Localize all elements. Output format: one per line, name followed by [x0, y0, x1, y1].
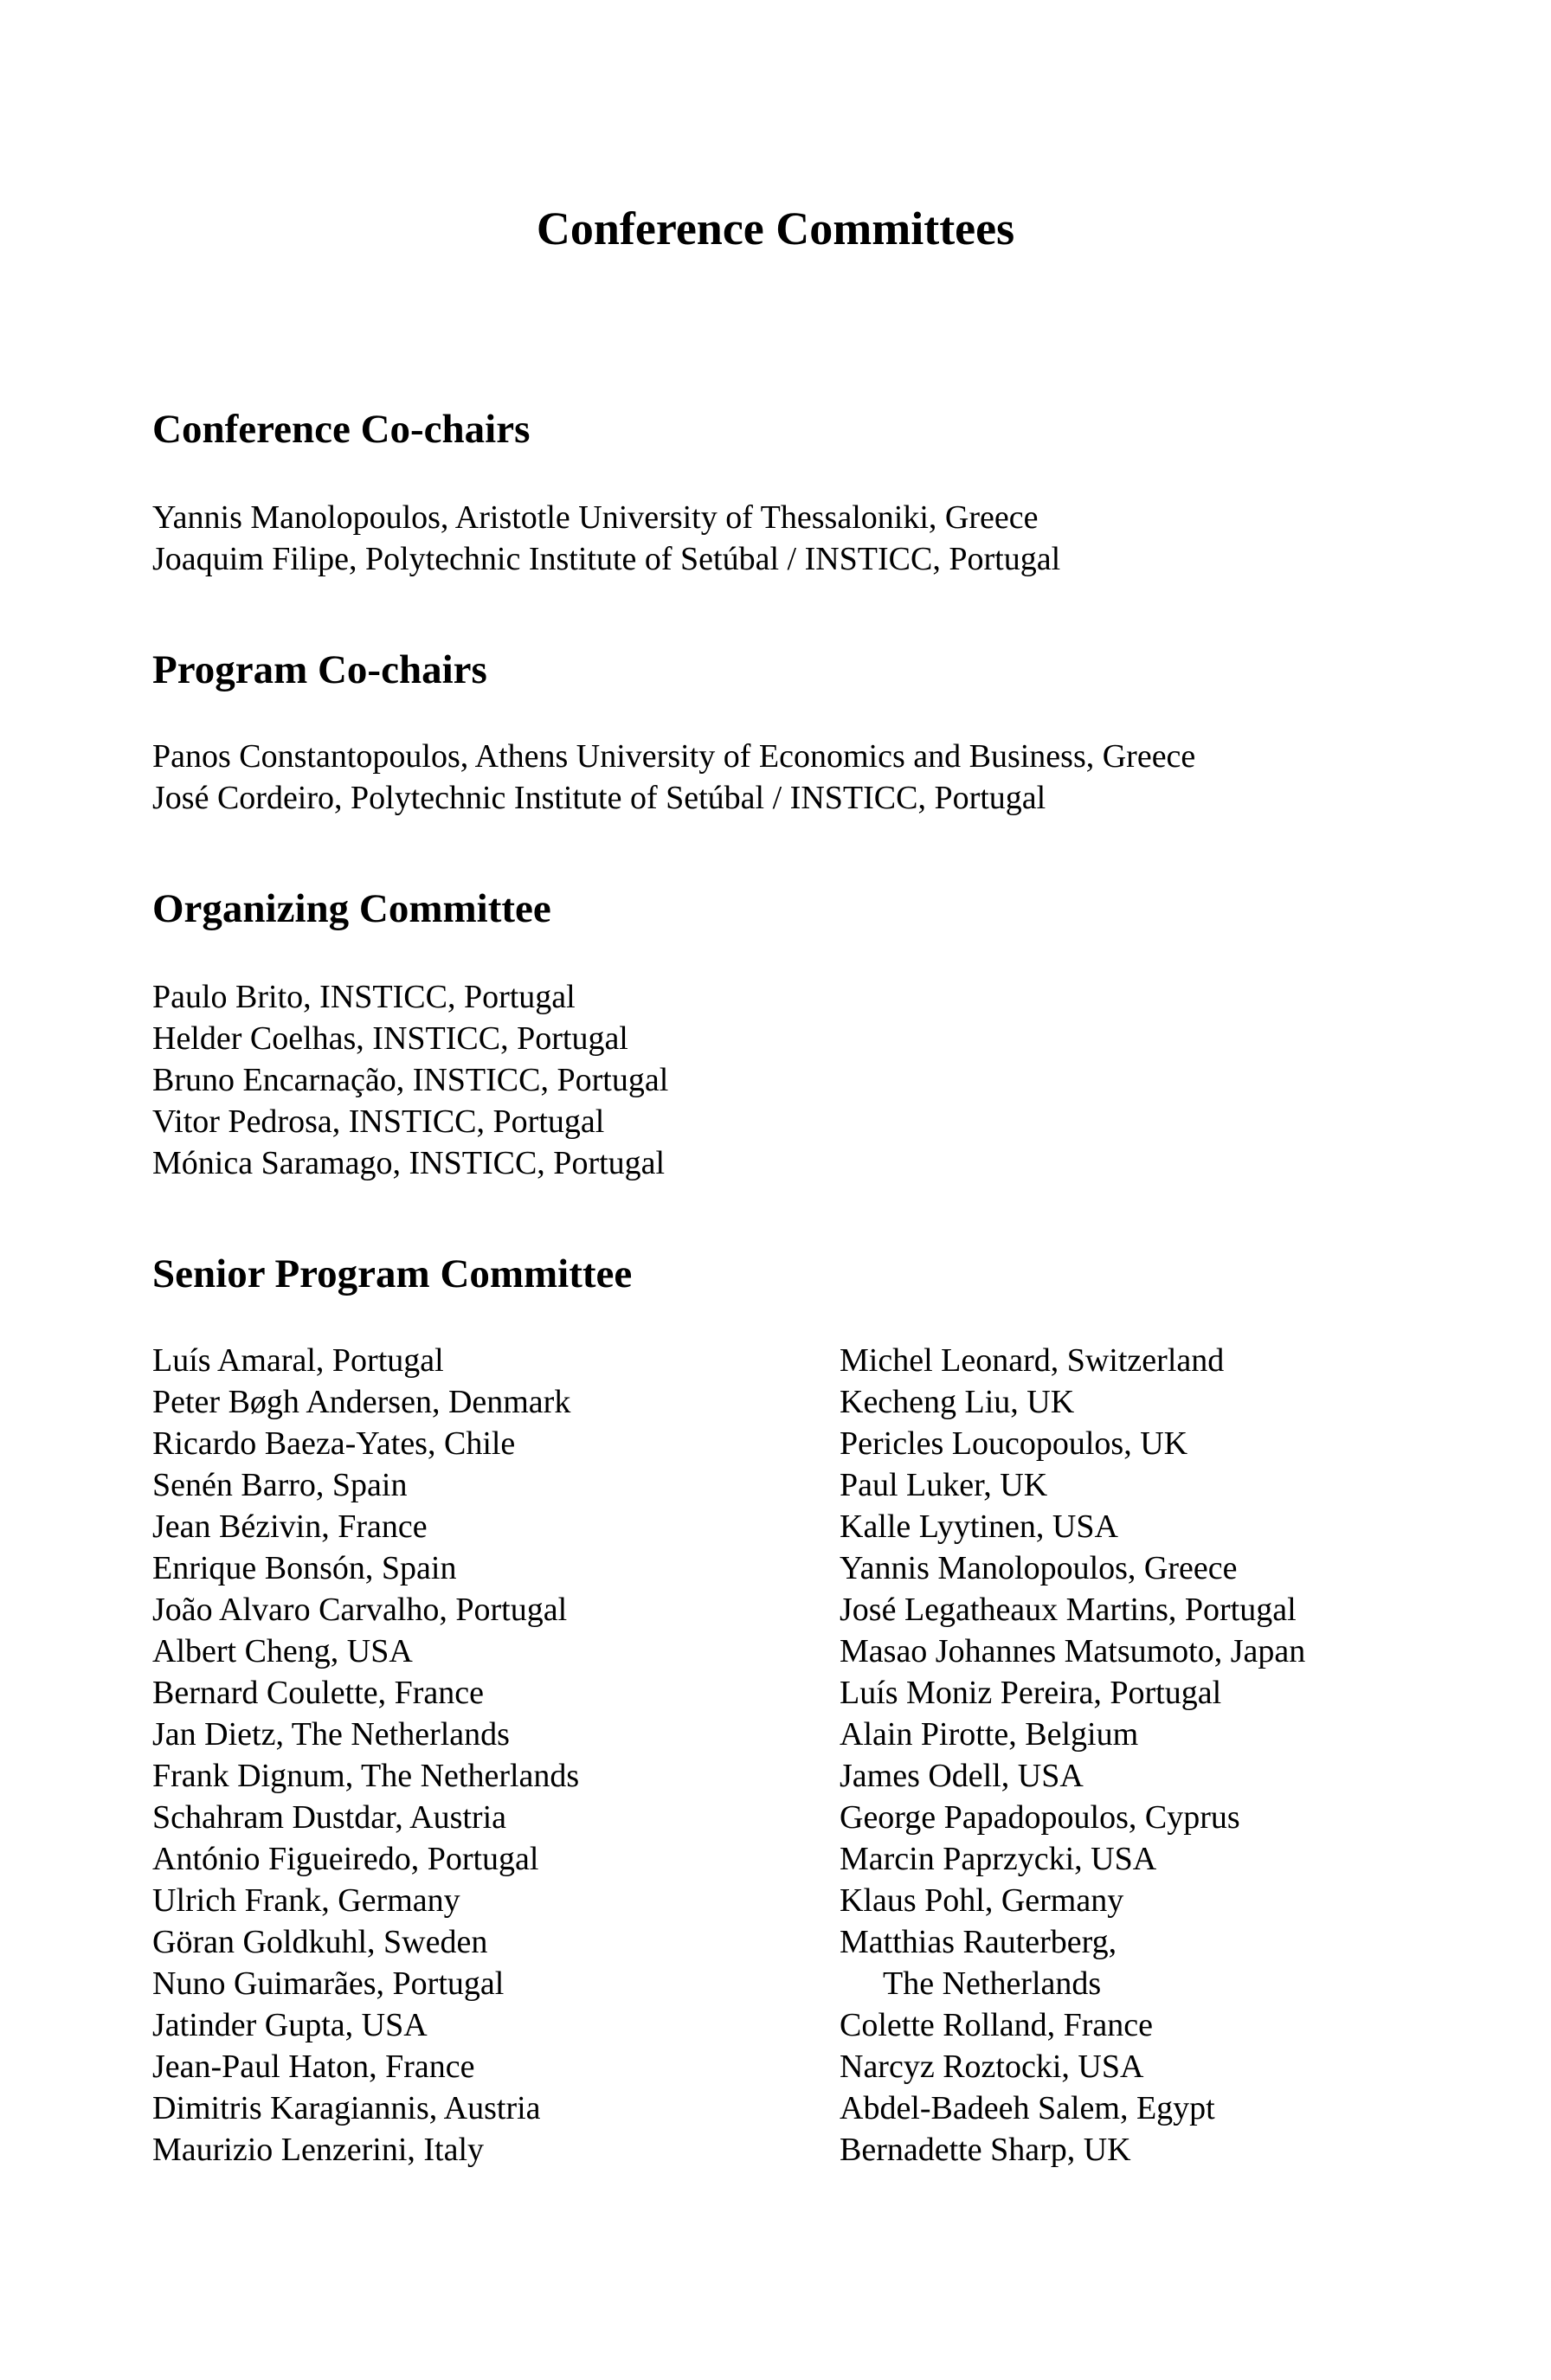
list-item: Masao Johannes Matsumoto, Japan [840, 1633, 1306, 1669]
list-item: Jean Bézivin, France [152, 1508, 428, 1545]
list-item: Ulrich Frank, Germany [152, 1882, 460, 1919]
list-item: Enrique Bonsón, Spain [152, 1550, 457, 1586]
conference-co-chairs-list [152, 497, 1060, 580]
program-co-chairs-list [152, 736, 1195, 819]
list-item: Senén Barro, Spain [152, 1467, 408, 1503]
list-item: Jatinder Gupta, USA [152, 2007, 428, 2043]
list-item: Pericles Loucopoulos, UK [840, 1425, 1188, 1462]
page-title: Conference Committees [536, 203, 1015, 254]
list-item: Schahram Dustdar, Austria [152, 1799, 507, 1836]
list-item: Marcin Paprzycki, USA [840, 1841, 1157, 1877]
list-item: Michel Leonard, Switzerland [840, 1342, 1225, 1379]
list-item: Kecheng Liu, UK [840, 1384, 1075, 1420]
list-item: Albert Cheng, USA [152, 1633, 413, 1669]
list-item: Panos Constantopoulos, Athens University of Economics and Business, Greece [152, 738, 1196, 775]
organizing-committee-list [152, 976, 668, 1184]
list-item: Matthias Rauterberg, [840, 1924, 1117, 1960]
list-item: Abdel-Badeeh Salem, Egypt [840, 2090, 1215, 2126]
list-item: Jean-Paul Haton, France [152, 2049, 475, 2085]
section-heading-organizing-committee: Organizing Committee [152, 886, 551, 931]
list-item: Klaus Pohl, Germany [840, 1882, 1124, 1919]
list-item: Kalle Lyytinen, USA [840, 1508, 1118, 1545]
list-item: Dimitris Karagiannis, Austria [152, 2090, 541, 2126]
list-item: Peter Bøgh Andersen, Denmark [152, 1384, 571, 1420]
list-item: George Papadopoulos, Cyprus [840, 1799, 1240, 1836]
list-item-continuation: The Netherlands [883, 1965, 1102, 2002]
list-item: Bruno Encarnação, INSTICC, Portugal [152, 1062, 669, 1098]
list-item: Joaquim Filipe, Polytechnic Institute of Setúbal / INSTICC, Portugal [152, 541, 1061, 577]
list-item: Yannis Manolopoulos, Aristotle University of Thessaloniki, Greece [152, 499, 1039, 536]
list-item: Paulo Brito, INSTICC, Portugal [152, 979, 576, 1015]
list-item: Frank Dignum, The Netherlands [152, 1758, 580, 1794]
senior-program-committee-left-column [152, 1340, 579, 2171]
section-heading-conference-co-chairs: Conference Co-chairs [152, 407, 531, 452]
list-item: António Figueiredo, Portugal [152, 1841, 539, 1877]
list-item: José Legatheaux Martins, Portugal [840, 1592, 1297, 1628]
section-heading-program-co-chairs: Program Co-chairs [152, 647, 487, 692]
list-item: Colette Rolland, France [840, 2007, 1153, 2043]
list-item: James Odell, USA [840, 1758, 1084, 1794]
list-item: Nuno Guimarães, Portugal [152, 1965, 505, 2002]
list-item: João Alvaro Carvalho, Portugal [152, 1592, 568, 1628]
list-item: Mónica Saramago, INSTICC, Portugal [152, 1145, 666, 1181]
list-item: Göran Goldkuhl, Sweden [152, 1924, 488, 1960]
list-item: Paul Luker, UK [840, 1467, 1048, 1503]
list-item: Helder Coelhas, INSTICC, Portugal [152, 1020, 628, 1057]
list-item: Bernard Coulette, France [152, 1675, 485, 1711]
list-item: Ricardo Baeza-Yates, Chile [152, 1425, 516, 1462]
list-item: Luís Moniz Pereira, Portugal [840, 1675, 1222, 1711]
section-heading-senior-program-committee: Senior Program Committee [152, 1251, 633, 1296]
senior-program-committee-right-column [840, 1340, 1305, 2171]
list-item: Vitor Pedrosa, INSTICC, Portugal [152, 1103, 605, 1140]
list-item: Maurizio Lenzerini, Italy [152, 2132, 485, 2168]
list-item: Bernadette Sharp, UK [840, 2132, 1131, 2168]
list-item: Luís Amaral, Portugal [152, 1342, 444, 1379]
list-item: Jan Dietz, The Netherlands [152, 1716, 510, 1753]
list-item: Alain Pirotte, Belgium [840, 1716, 1139, 1753]
list-item: Narcyz Roztocki, USA [840, 2049, 1144, 2085]
list-item: José Cordeiro, Polytechnic Institute of Setúbal / INSTICC, Portugal [152, 780, 1046, 816]
list-item: Yannis Manolopoulos, Greece [840, 1550, 1238, 1586]
